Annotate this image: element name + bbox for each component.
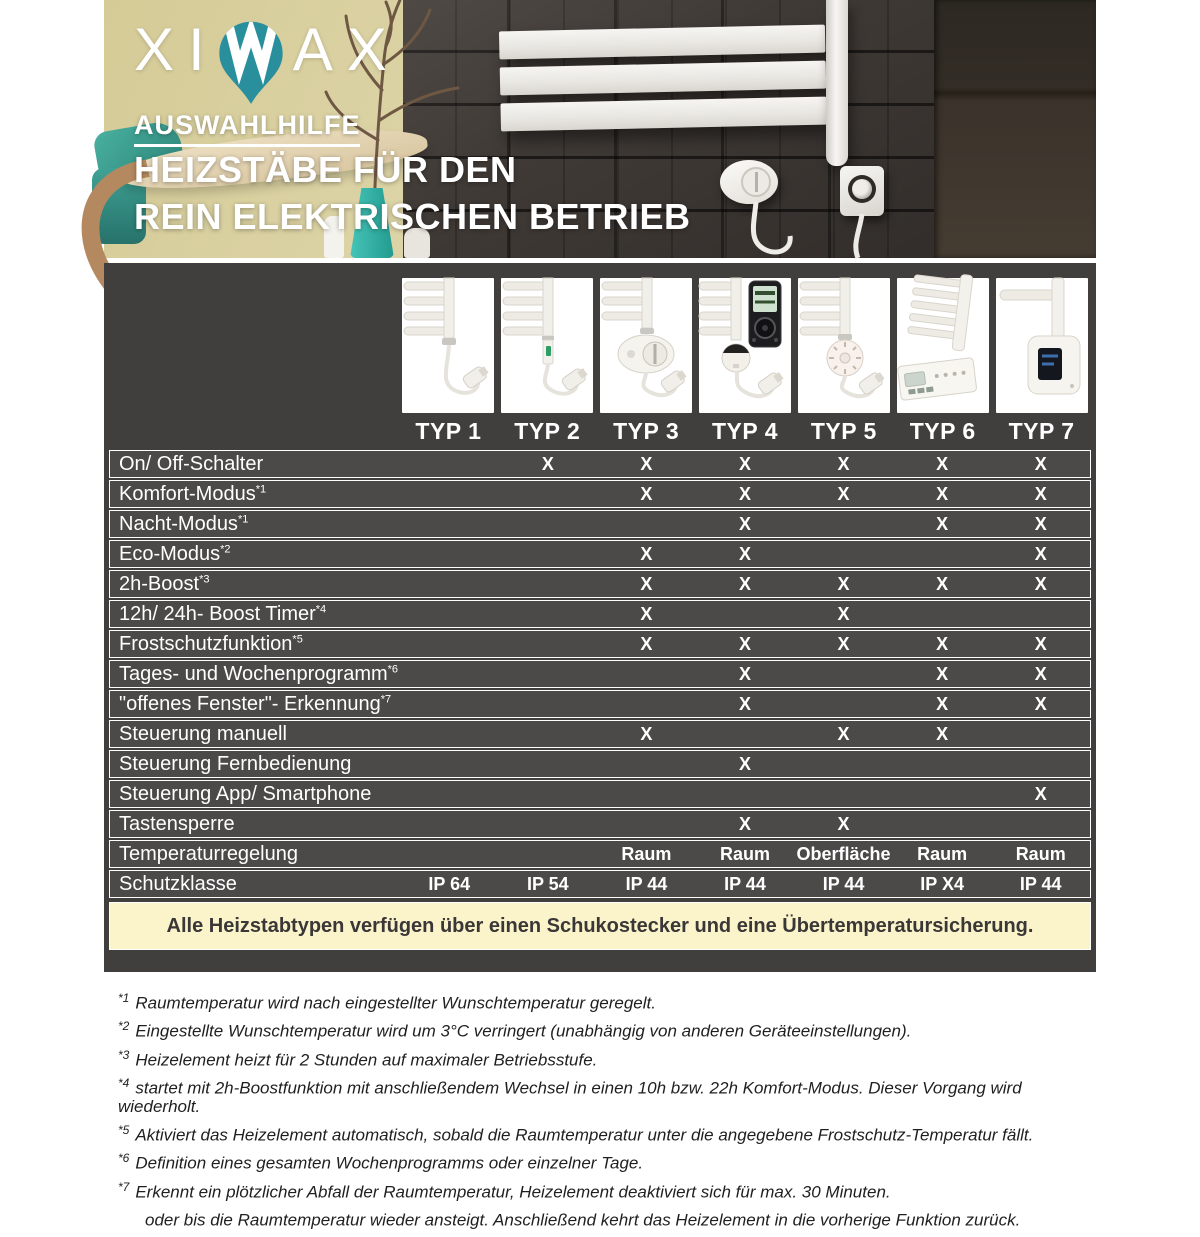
- row-cell: IP 54: [526, 873, 569, 894]
- table-row: [109, 780, 1091, 808]
- column-header-typ4: TYP 4: [711, 418, 778, 444]
- row-label: Steuerung manuell: [119, 722, 287, 745]
- row-cell: X: [640, 543, 653, 564]
- row-label: Eco-Modus$^{*2}$: [119, 542, 231, 565]
- row-cell: X: [837, 633, 850, 654]
- row-label: Schutzklasse: [119, 872, 237, 895]
- row-cell: Raum: [719, 843, 770, 864]
- row-cell: Raum: [917, 843, 968, 864]
- row-cell: X: [1034, 513, 1047, 534]
- footnote-text: Aktiviert das Heizelement automatisch, sobald die Raumtemperatur unter die angegebene Frostschutz-Temperatur fällt.: [135, 1125, 1034, 1145]
- element-cable: [740, 202, 800, 258]
- outlet-cable: [844, 214, 890, 258]
- product-image-typ3: [600, 278, 692, 413]
- row-cell: Oberfläche: [796, 843, 891, 864]
- row-cell: IP 44: [822, 873, 865, 894]
- row-cell: X: [738, 543, 751, 564]
- row-cell: X: [837, 723, 850, 744]
- row-cell: X: [1034, 543, 1047, 564]
- row-cell: X: [1034, 483, 1047, 504]
- heating-element-control: [720, 160, 778, 204]
- row-cell: X: [1034, 453, 1047, 474]
- row-cell: X: [738, 573, 751, 594]
- product-image-typ2: [501, 278, 593, 413]
- table-header: [109, 268, 1091, 450]
- row-cell: X: [640, 603, 653, 624]
- row-cell: X: [1034, 663, 1047, 684]
- table-row: [109, 870, 1091, 898]
- row-cell: X: [936, 573, 949, 594]
- product-column-typ2: [498, 278, 597, 450]
- footnote-marker: *2: [118, 1019, 130, 1034]
- footnote-text: oder bis die Raumtemperatur wieder ansteigt. Anschließend kehrt das Heizelement in die vorherige Funktion zurück.: [145, 1210, 1021, 1230]
- dark-cabinet: [934, 0, 1096, 258]
- product-column-typ7: [992, 278, 1091, 450]
- row-cell: X: [640, 483, 653, 504]
- row-label: Komfort-Modus$^{*1}$: [119, 482, 267, 505]
- footnote: [118, 1181, 1098, 1202]
- row-cell: X: [1034, 693, 1047, 714]
- product-column-typ3: [597, 278, 696, 450]
- product-column-typ6: [893, 278, 992, 450]
- footnote-marker: *5: [118, 1123, 130, 1138]
- row-cell: X: [640, 723, 653, 744]
- row-cell: X: [738, 753, 751, 774]
- ximax-pin-icon: [215, 18, 287, 112]
- footnote: [118, 1152, 1098, 1173]
- row-cell: X: [738, 483, 751, 504]
- row-cell: X: [837, 603, 850, 624]
- row-cell: IP X4: [920, 873, 964, 894]
- footnote: [118, 1049, 1098, 1070]
- table-row: [109, 600, 1091, 628]
- wall-outlet: [840, 166, 884, 216]
- note-banner: Alle Heizstabtypen verfügen über einen Schukostecker und eine Übertemperatursicherung.: [109, 902, 1091, 950]
- row-cell: X: [738, 513, 751, 534]
- row-label: 12h/ 24h- Boost Timer$^{*4}$: [119, 602, 327, 625]
- row-cell: X: [640, 633, 653, 654]
- brand-logo: [134, 18, 401, 112]
- footnote-marker: *6: [118, 1151, 130, 1166]
- row-cell: X: [640, 573, 653, 594]
- row-cell: X: [837, 453, 850, 474]
- footnote-text: Raumtemperatur wird nach eingestellter Wunschtemperatur geregelt.: [135, 993, 656, 1013]
- footnote-text: Heizelement heizt für 2 Stunden auf maximaler Betriebsstufe.: [135, 1050, 598, 1070]
- table-row: [109, 720, 1091, 748]
- row-label: 2h-Boost$^{*3}$: [119, 572, 210, 595]
- footnote: [118, 1124, 1098, 1145]
- table-row: [109, 540, 1091, 568]
- product-image-typ1: [402, 278, 494, 413]
- product-image-typ4: [699, 278, 791, 413]
- row-label: Steuerung App/ Smartphone: [119, 782, 372, 805]
- product-image-typ5: [798, 278, 890, 413]
- row-cell: X: [738, 813, 751, 834]
- table-row: [109, 660, 1091, 688]
- column-header-typ5: TYP 5: [810, 418, 877, 444]
- row-cell: X: [837, 483, 850, 504]
- row-cell: IP 44: [724, 873, 766, 894]
- row-cell: X: [738, 663, 751, 684]
- footnotes: [118, 992, 1098, 1237]
- row-cell: IP 44: [625, 873, 668, 894]
- row-cell: X: [1034, 783, 1047, 804]
- radiator-pipe: [826, 0, 848, 166]
- column-header-typ1: TYP 1: [415, 418, 482, 444]
- row-label: Nacht-Modus$^{*1}$: [119, 512, 249, 535]
- panel-radiator: [499, 25, 827, 136]
- row-cell: X: [936, 693, 949, 714]
- table-row: [109, 810, 1091, 838]
- row-cell: IP 44: [1019, 873, 1062, 894]
- column-header-typ6: TYP 6: [909, 418, 976, 444]
- footnote: [118, 1209, 1098, 1230]
- row-label: Frostschutzfunktion$^{*5}$: [119, 632, 303, 655]
- table-row: [109, 450, 1091, 478]
- footnote-text: Erkennt ein plötzlicher Abfall der Raumtemperatur, Heizelement deaktiviert sich für max. 30 Minuten.: [135, 1182, 891, 1202]
- comparison-table: [104, 263, 1096, 972]
- product-column-typ5: [794, 278, 893, 450]
- row-cell: X: [936, 723, 949, 744]
- row-cell: X: [936, 513, 949, 534]
- table-row: [109, 750, 1091, 778]
- footnote: [118, 1020, 1098, 1041]
- hero-title-line1: HEIZSTÄBE FÜR DEN: [134, 149, 517, 190]
- row-cell: X: [936, 663, 949, 684]
- row-cell: X: [936, 633, 949, 654]
- product-column-typ4: [696, 278, 795, 450]
- row-cell: X: [541, 453, 554, 474]
- product-image-typ7: [996, 278, 1088, 413]
- product-column-typ1: [399, 278, 498, 450]
- row-label: Steuerung Fernbedienung: [119, 752, 352, 775]
- row-cell: X: [936, 483, 949, 504]
- hero-title-line2: REIN ELEKTRISCHEN BETRIEB: [134, 196, 691, 237]
- table-row: [109, 840, 1091, 868]
- row-cell: X: [640, 453, 653, 474]
- row-cell: X: [837, 813, 850, 834]
- row-cell: X: [936, 453, 949, 474]
- hero-eyebrow: AUSWAHLHILFE: [134, 110, 360, 147]
- row-label: "offenes Fenster"- Erkennung$^{*7}$: [119, 692, 392, 715]
- row-cell: X: [738, 693, 751, 714]
- table-row: [109, 480, 1091, 508]
- footnote-text: Eingestellte Wunschtemperatur wird um 3°C verringert (unabhängig von anderen Geräteeinstellungen).: [135, 1022, 912, 1041]
- product-image-typ6: [897, 278, 989, 413]
- table-row: [109, 570, 1091, 598]
- footnote-marker: *4: [118, 1076, 130, 1091]
- row-cell: Raum: [1015, 843, 1066, 864]
- footnote-text: Definition eines gesamten Wochenprogramms oder einzelner Tage.: [135, 1154, 644, 1174]
- row-cell: Raum: [621, 843, 672, 864]
- row-cell: X: [738, 453, 751, 474]
- footnote-marker: *1: [118, 991, 130, 1005]
- footnote-text: startet mit 2h-Boostfunktion mit anschließendem Wechsel in einen 10h bzw. 22h Komfort-Modus. Dieser Vorgang wird wiederholt.: [118, 1078, 1022, 1117]
- feature-rows: [109, 450, 1091, 898]
- row-label: Tages- und Wochenprogramm$^{*6}$: [119, 662, 399, 685]
- row-cell: X: [738, 633, 751, 654]
- footnote-marker: *3: [118, 1047, 130, 1062]
- table-row: [109, 510, 1091, 538]
- logo-text-right: AX: [292, 16, 401, 83]
- footnote: [118, 992, 1098, 1013]
- column-header-typ2: TYP 2: [514, 418, 581, 444]
- row-label: Tastensperre: [119, 812, 235, 835]
- row-cell: X: [1034, 573, 1047, 594]
- row-label: Temperaturregelung: [119, 842, 298, 865]
- footnote: [118, 1077, 1098, 1117]
- row-cell: X: [1034, 633, 1047, 654]
- logo-text-left: XI: [134, 16, 219, 83]
- table-row: [109, 630, 1091, 658]
- column-header-typ7: TYP 7: [1008, 418, 1075, 444]
- row-cell: X: [837, 573, 850, 594]
- hero-banner: [104, 0, 1096, 258]
- footnote-marker: *7: [118, 1179, 130, 1194]
- column-header-typ3: TYP 3: [613, 418, 680, 444]
- row-label: On/ Off-Schalter: [119, 452, 264, 475]
- row-cell: IP 64: [428, 873, 471, 894]
- table-row: [109, 690, 1091, 718]
